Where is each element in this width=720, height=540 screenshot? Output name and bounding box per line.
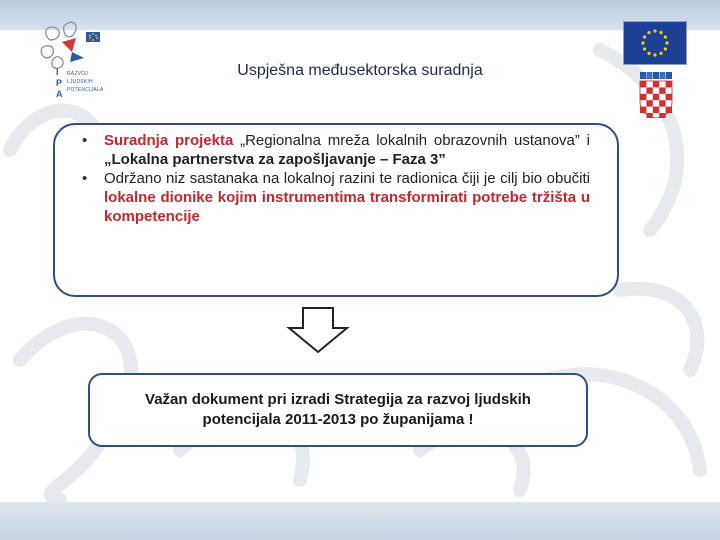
bullet-item-meetings bbox=[82, 169, 590, 226]
bullet-item-cooperation bbox=[82, 131, 590, 169]
down-arrow-icon bbox=[285, 306, 351, 354]
ipa-words bbox=[67, 70, 112, 94]
bullet-1-text: „Regionalna mreža lokalnih obrazovnih ustanova” i bbox=[233, 132, 590, 149]
bullet-marker: • bbox=[82, 170, 88, 187]
ipa-word-2: LJUDSKIH bbox=[67, 79, 93, 85]
bullet-1-highlight: Suradnja projekta bbox=[104, 132, 234, 149]
eu-flag-icon bbox=[623, 21, 687, 65]
bullet-list bbox=[82, 131, 590, 226]
ipa-letter-p: P bbox=[56, 78, 63, 88]
bullet-2-text: Održano niz sastanaka na lokalnoj razini te radionica čiji je cilj bio obučiti bbox=[104, 170, 590, 187]
result-text: Važan dokument pri izradi Strategija za razvoj ljudskih potencijala 2011-2013 po županijama ! bbox=[145, 391, 531, 428]
ipa-letter-i: I bbox=[56, 67, 59, 77]
bullet-marker: • bbox=[82, 132, 88, 149]
page-title: Uspješna međusektorska suradnja bbox=[237, 62, 483, 79]
bottom-banner-bar bbox=[0, 502, 720, 540]
result-box bbox=[88, 373, 588, 447]
ipa-letters bbox=[56, 67, 66, 100]
ipa-word-1: RAZVOJ bbox=[67, 71, 88, 77]
ipa-letter-a: A bbox=[56, 89, 63, 99]
bullet-2-highlight: lokalne dionike kojim instrumentima transformirati potrebe tržišta u kompetencije bbox=[104, 189, 590, 225]
croatian-coat-of-arms-icon bbox=[638, 72, 674, 118]
bullet-1-bold: „Lokalna partnerstva za zapošljavanje – Faza 3” bbox=[104, 151, 446, 168]
ipa-word-3: POTENCIJALA bbox=[67, 87, 104, 93]
